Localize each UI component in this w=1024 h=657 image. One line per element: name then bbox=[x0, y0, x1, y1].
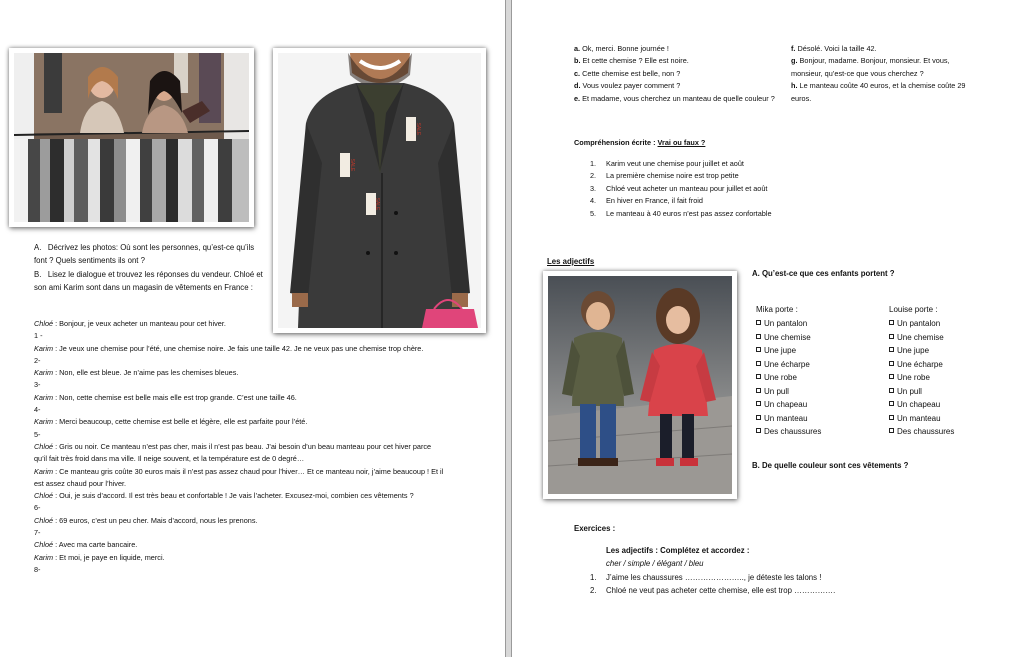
clothing-label: Un manteau bbox=[897, 413, 941, 423]
dialogue-line bbox=[34, 515, 444, 527]
dialogue-text: : Non, elle est bleue. Je n’aime pas les chemises bleues. bbox=[53, 368, 239, 378]
dialogue-text: 2- bbox=[34, 355, 41, 365]
answer-letter: a. bbox=[574, 44, 581, 53]
clothing-label: Une chemise bbox=[764, 332, 811, 342]
list-text: J’aime les chaussures ………………….., je déteste les talons ! bbox=[606, 573, 822, 582]
list-number: 2. bbox=[590, 586, 597, 596]
checkbox-icon bbox=[756, 401, 761, 406]
clothing-label: Un pull bbox=[764, 386, 789, 396]
mika-title: Mika porte : bbox=[756, 305, 798, 314]
svg-text:SALE: SALE bbox=[415, 122, 421, 136]
clothing-label: Une jupe bbox=[897, 346, 930, 355]
dialogue-speaker: Karim bbox=[34, 392, 54, 402]
dialogue-text: : Oui, je suis d’accord. Il est très beau et confortable ! Je vais l’acheter. Excusez-moi, combien ces vêtements ? bbox=[53, 491, 414, 501]
answer-item bbox=[574, 80, 779, 92]
checkbox-icon bbox=[756, 374, 761, 379]
answer-item bbox=[574, 93, 779, 105]
answer-text: Et cette chemise ? Elle est noire. bbox=[580, 56, 689, 66]
dialogue-speaker: Karim bbox=[34, 343, 54, 353]
svg-text:SALE: SALE bbox=[374, 197, 380, 211]
answers-column-1 bbox=[574, 43, 779, 105]
list-number: 3. bbox=[590, 183, 597, 193]
dialogue bbox=[34, 318, 444, 576]
dialogue-line bbox=[34, 379, 444, 391]
answer-letter: g. bbox=[791, 56, 798, 66]
clothing-option[interactable] bbox=[889, 317, 954, 331]
comprehension-title: Compréhension écrite : Vrai ou faux ? bbox=[574, 138, 706, 147]
checkbox-icon bbox=[756, 334, 761, 339]
answer-letter: b. bbox=[574, 56, 581, 66]
checkbox-icon bbox=[756, 428, 761, 433]
checkbox-icon bbox=[756, 415, 761, 420]
clothing-label: Une écharpe bbox=[764, 359, 810, 369]
question-a: A. Qu’est-ce que ces enfants portent ? bbox=[752, 269, 895, 278]
clothing-label: Un pantalon bbox=[897, 319, 941, 328]
answer-item bbox=[791, 55, 981, 80]
dialogue-text: 6- bbox=[34, 503, 41, 513]
answer-text: Désolé. Voici la taille 42. bbox=[795, 44, 877, 53]
clothing-option[interactable] bbox=[889, 412, 954, 426]
checkbox-icon bbox=[889, 334, 894, 339]
question-b: B. De quelle couleur sont ces vêtements ? bbox=[752, 461, 909, 470]
dialogue-text: : Non, cette chemise est belle mais elle est trop grande. C’est une taille 46. bbox=[53, 392, 297, 402]
dialogue-speaker: Karim bbox=[34, 417, 54, 427]
dialogue-line bbox=[34, 343, 444, 355]
clothing-label: Une chemise bbox=[897, 332, 944, 342]
dialogue-text: 4- bbox=[34, 405, 41, 415]
clothing-option[interactable] bbox=[756, 371, 821, 385]
clothing-label: Des chaussures bbox=[764, 427, 822, 436]
dialogue-line bbox=[34, 502, 444, 514]
dialogue-line bbox=[34, 355, 444, 367]
shopping-photo bbox=[9, 48, 254, 227]
comprehension-item bbox=[590, 195, 772, 207]
dialogue-text: 7- bbox=[34, 528, 41, 538]
list-number: 4. bbox=[590, 196, 597, 206]
dialogue-line bbox=[34, 441, 444, 466]
list-number: 1. bbox=[590, 573, 597, 582]
dialogue-speaker: Karim bbox=[34, 466, 54, 476]
dialogue-line bbox=[34, 429, 444, 441]
clothing-option[interactable] bbox=[756, 344, 821, 358]
dialogue-line bbox=[34, 416, 444, 428]
checkbox-icon bbox=[889, 388, 894, 393]
exercices-title: Exercices : bbox=[574, 524, 616, 533]
louise-list bbox=[889, 317, 954, 439]
adj-words: cher / simple / élégant / bleu bbox=[606, 559, 704, 568]
clothing-label: Un chapeau bbox=[897, 400, 941, 409]
dialogue-speaker: Karim bbox=[34, 552, 54, 562]
coat-photo-image bbox=[278, 53, 481, 328]
dialogue-text: : Je veux une chemise pour l’été, une chemise noire. Je fais une taille 42. Je ne veux pas une chemise trop chère. bbox=[53, 343, 424, 353]
exercise-list bbox=[590, 571, 835, 597]
answer-text: Vous voulez payer comment ? bbox=[580, 81, 681, 91]
dialogue-speaker: Chloé bbox=[34, 515, 54, 525]
clothing-label: Une écharpe bbox=[897, 359, 943, 369]
list-text: Karim veut une chemise pour juillet et août bbox=[606, 159, 744, 168]
checkbox-icon bbox=[756, 388, 761, 393]
dialogue-text: 1 - bbox=[34, 331, 43, 341]
answer-item bbox=[574, 55, 779, 67]
checkbox-icon bbox=[756, 361, 761, 366]
adjectifs-title: Les adjectifs bbox=[547, 257, 595, 266]
dialogue-text: : Ce manteau gris coûte 30 euros mais il n’est pas assez chaud pour l’hiver… Et ce manteau noir, j’aime beaucoup ! Et il est assez chaud pour l’hiver. bbox=[34, 466, 444, 488]
dialogue-line bbox=[34, 527, 444, 539]
list-text: Chloé veut acheter un manteau pour juillet et août bbox=[606, 183, 768, 193]
answer-letter: f. bbox=[791, 44, 796, 53]
answer-item bbox=[574, 43, 779, 55]
checkbox-icon bbox=[756, 347, 761, 352]
checkbox-icon bbox=[889, 320, 894, 325]
checkbox-icon bbox=[889, 361, 894, 366]
dialogue-line bbox=[34, 318, 444, 330]
mika-list bbox=[756, 317, 821, 439]
comprehension-item bbox=[590, 170, 772, 182]
instruction-b: B. Lisez le dialogue et trouvez les réponses du vendeur. Chloé et son ami Karim sont dans un magasin de vêtements en France : bbox=[34, 270, 263, 293]
answer-item bbox=[574, 68, 779, 80]
dialogue-text: : Gris ou noir. Ce manteau n’est pas cher, mais il n’est pas beau. J’ai besoin d’un beau manteau pour cet hiver parce qu’il fait très froid dans ma ville. Il neige souvent, et la température est de 0 degré… bbox=[34, 441, 432, 464]
clothing-label: Un manteau bbox=[764, 413, 808, 423]
list-number: 2. bbox=[590, 171, 597, 181]
clothing-label: Une jupe bbox=[764, 346, 797, 355]
answer-item bbox=[791, 43, 981, 55]
dialogue-line bbox=[34, 367, 444, 379]
answer-text: Cette chemise est belle, non ? bbox=[580, 68, 681, 78]
clothing-label: Un chapeau bbox=[764, 400, 808, 409]
clothing-option[interactable] bbox=[756, 331, 821, 345]
answer-text: Bonjour, madame. Bonjour, monsieur. Et vous, monsieur, qu’est-ce que vous cherchez ? bbox=[791, 56, 950, 78]
instruction-a: A. Décrivez les photos: Où sont les personnes, qu’est-ce qu’ils font ? Quels sentiments ils ont ? bbox=[34, 243, 255, 266]
dialogue-text: 3- bbox=[34, 380, 41, 390]
page-right bbox=[512, 0, 1024, 657]
clothing-option[interactable] bbox=[756, 385, 821, 399]
answer-letter: h. bbox=[791, 81, 798, 91]
checkbox-icon bbox=[756, 320, 761, 325]
list-number: 1. bbox=[590, 159, 597, 168]
dialogue-text: : Avec ma carte bancaire. bbox=[53, 540, 138, 550]
shopping-photo-image bbox=[14, 53, 249, 222]
clothing-option[interactable] bbox=[889, 331, 954, 345]
dialogue-line bbox=[34, 552, 444, 564]
louise-title: Louise porte : bbox=[889, 305, 938, 314]
clothing-option[interactable] bbox=[889, 371, 954, 385]
page-left bbox=[0, 0, 505, 657]
dialogue-line bbox=[34, 404, 444, 416]
dialogue-line bbox=[34, 564, 444, 576]
clothing-option[interactable] bbox=[889, 385, 954, 399]
clothing-label: Une robe bbox=[897, 373, 930, 382]
clothing-label: Des chaussures bbox=[897, 427, 955, 436]
dialogue-text: 5- bbox=[34, 429, 41, 439]
checkbox-icon bbox=[889, 415, 894, 420]
adj-instruction: Les adjectifs : Complétez et accordez : bbox=[606, 546, 750, 555]
comprehension-list bbox=[590, 158, 772, 220]
dialogue-text: : Bonjour, je veux acheter un manteau pour cet hiver. bbox=[53, 319, 226, 328]
answer-text: Le manteau coûte 40 euros, et la chemise coûte 29 euros. bbox=[791, 81, 966, 103]
answer-letter: c. bbox=[574, 68, 581, 78]
checkbox-icon bbox=[889, 374, 894, 379]
dialogue-speaker: Karim bbox=[34, 368, 54, 378]
clothing-option[interactable] bbox=[889, 344, 954, 358]
answer-item bbox=[791, 80, 981, 105]
dialogue-text: 8- bbox=[34, 564, 41, 574]
checkbox-icon bbox=[889, 347, 894, 352]
dialogue-speaker: Chloé bbox=[34, 540, 54, 550]
dialogue-speaker: Chloé bbox=[34, 441, 54, 451]
dialogue-speaker: Chloé bbox=[34, 491, 54, 501]
answer-letter: d. bbox=[574, 81, 581, 91]
list-number: 5. bbox=[590, 208, 597, 218]
list-text: Chloé ne veut pas acheter cette chemise, elle est trop ……………. bbox=[606, 586, 836, 596]
comprehension-item bbox=[590, 208, 772, 220]
checkbox-icon bbox=[889, 401, 894, 406]
answer-text: Et madame, vous cherchez un manteau de quelle couleur ? bbox=[580, 93, 775, 103]
dialogue-line bbox=[34, 466, 444, 491]
children-photo-image bbox=[548, 276, 732, 494]
list-text: Le manteau à 40 euros n’est pas assez confortable bbox=[606, 208, 772, 218]
clothing-label: Une robe bbox=[764, 373, 797, 382]
clothing-option[interactable] bbox=[756, 358, 821, 372]
dialogue-line bbox=[34, 539, 444, 551]
clothing-option[interactable] bbox=[889, 425, 954, 439]
answer-text: Ok, merci. Bonne journée ! bbox=[580, 44, 669, 53]
clothing-label: Un pantalon bbox=[764, 319, 808, 328]
answer-letter: e. bbox=[574, 93, 581, 103]
checkbox-icon bbox=[889, 428, 894, 433]
comprehension-item bbox=[590, 158, 772, 170]
clothing-option[interactable] bbox=[756, 398, 821, 412]
exercise-item bbox=[590, 584, 835, 597]
dialogue-line bbox=[34, 330, 444, 342]
svg-text:SALE: SALE bbox=[349, 158, 355, 172]
answers-column-2 bbox=[791, 43, 981, 105]
clothing-option[interactable] bbox=[889, 398, 954, 412]
dialogue-speaker: Chloé bbox=[34, 319, 54, 328]
children-photo bbox=[543, 271, 737, 499]
vrai-ou-faux: Vrai ou faux ? bbox=[657, 138, 706, 147]
clothing-option[interactable] bbox=[756, 412, 821, 426]
list-text: La première chemise noire est trop petite bbox=[606, 171, 739, 181]
comprehension-item bbox=[590, 183, 772, 195]
dialogue-text: : 69 euros, c’est un peu cher. Mais d’accord, nous les prenons. bbox=[53, 515, 258, 525]
dialogue-line bbox=[34, 392, 444, 404]
exercise-item bbox=[590, 571, 835, 584]
clothing-option[interactable] bbox=[889, 358, 954, 372]
dialogue-line bbox=[34, 490, 444, 502]
list-text: En hiver en France, il fait froid bbox=[606, 196, 703, 206]
clothing-option[interactable] bbox=[756, 317, 821, 331]
clothing-label: Un pull bbox=[897, 386, 922, 396]
dialogue-text: : Merci beaucoup, cette chemise est belle et légère, elle est parfaite pour l’été. bbox=[53, 417, 308, 427]
dialogue-text: : Et moi, je paye en liquide, merci. bbox=[53, 552, 165, 562]
clothing-option[interactable] bbox=[756, 425, 821, 439]
page-gutter bbox=[505, 0, 512, 657]
coat-photo bbox=[273, 48, 486, 333]
